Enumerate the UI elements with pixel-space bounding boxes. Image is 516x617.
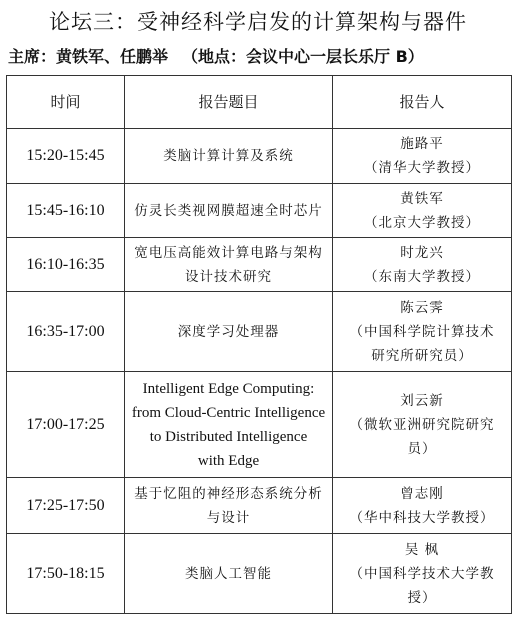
topic-line: 类脑计算计算及系统 bbox=[163, 148, 294, 164]
topic-cell bbox=[125, 292, 333, 372]
topic-cell bbox=[125, 184, 333, 238]
table-row bbox=[7, 292, 512, 372]
table-row bbox=[7, 372, 512, 478]
time-cell: 15:20-15:45 bbox=[7, 129, 125, 184]
topic-line: 深度学习处理器 bbox=[177, 323, 280, 340]
speaker-title: （清华大学教授） bbox=[364, 160, 480, 176]
speaker-name: 曾志刚 bbox=[400, 485, 444, 502]
topic-cell bbox=[125, 534, 333, 614]
speaker-title: 员） bbox=[407, 440, 437, 457]
speaker-name: 陈云霁 bbox=[400, 299, 444, 316]
topic-line: from Cloud-Centric Intelligence bbox=[131, 404, 326, 421]
table-row bbox=[7, 478, 512, 534]
topic-line: 仿灵长类视网膜超速全时芯片 bbox=[134, 202, 323, 219]
speaker-cell bbox=[333, 292, 512, 372]
location-text: （地点：会议中心一层长乐厅 B） bbox=[182, 47, 424, 66]
topic-line: with Edge bbox=[197, 452, 260, 469]
speaker-name: 黄铁军 bbox=[400, 190, 444, 207]
topic-cell bbox=[125, 129, 333, 184]
speaker-title: （微软亚洲研究院研究 bbox=[349, 416, 495, 433]
speaker-cell bbox=[333, 478, 512, 534]
topic-line: 与设计 bbox=[206, 509, 251, 526]
table-row bbox=[7, 238, 512, 292]
speaker-name: 刘云新 bbox=[400, 392, 444, 409]
schedule-table bbox=[6, 75, 512, 614]
table-row bbox=[7, 129, 512, 184]
table-header-row bbox=[7, 76, 512, 129]
topic-line: 设计技术研究 bbox=[185, 268, 272, 285]
chair-text: 主席：黄铁军、任鹏举 bbox=[8, 47, 169, 66]
time-cell: 17:00-17:25 bbox=[7, 372, 125, 478]
topic-cell bbox=[125, 372, 333, 478]
speaker-title: （华中科技大学教授） bbox=[349, 509, 495, 526]
speaker-title: （东南大学教授） bbox=[364, 268, 480, 285]
topic-line: 宽电压高能效计算电路与架构 bbox=[134, 244, 323, 261]
time-cell: 16:35-17:00 bbox=[7, 292, 125, 372]
speaker-name: 吴 枫 bbox=[404, 541, 440, 558]
speaker-name: 施路平 bbox=[400, 136, 444, 152]
time-cell: 17:50-18:15 bbox=[7, 534, 125, 614]
topic-line: 类脑人工智能 bbox=[185, 565, 272, 582]
topic-line: Intelligent Edge Computing: bbox=[142, 380, 315, 397]
header-topic: 报告题目 bbox=[125, 76, 333, 129]
table-row bbox=[7, 534, 512, 614]
time-cell: 17:25-17:50 bbox=[7, 478, 125, 534]
table-row bbox=[7, 184, 512, 238]
time-cell: 15:45-16:10 bbox=[7, 184, 125, 238]
speaker-cell bbox=[333, 372, 512, 478]
subtitle bbox=[8, 44, 513, 67]
topic-line: 基于忆阻的神经形态系统分析 bbox=[134, 485, 323, 502]
header-speaker: 报告人 bbox=[333, 76, 512, 129]
speaker-title: （北京大学教授） bbox=[364, 214, 480, 231]
speaker-cell bbox=[333, 238, 512, 292]
speaker-name: 时龙兴 bbox=[400, 244, 444, 261]
speaker-title: 授） bbox=[407, 589, 437, 606]
topic-cell bbox=[125, 238, 333, 292]
topic-cell bbox=[125, 478, 333, 534]
speaker-cell bbox=[333, 184, 512, 238]
topic-line: to Distributed Intelligence bbox=[149, 428, 308, 445]
speaker-title: （中国科学技术大学教 bbox=[349, 565, 495, 582]
header-time: 时间 bbox=[7, 76, 125, 129]
speaker-title: （中国科学院计算技术 bbox=[349, 323, 495, 340]
speaker-title: 研究所研究员） bbox=[371, 347, 473, 364]
speaker-cell bbox=[333, 129, 512, 184]
speaker-cell bbox=[333, 534, 512, 614]
time-cell: 16:10-16:35 bbox=[7, 238, 125, 292]
page-title: 论坛三：受神经科学启发的计算架构与器件 bbox=[49, 10, 467, 34]
